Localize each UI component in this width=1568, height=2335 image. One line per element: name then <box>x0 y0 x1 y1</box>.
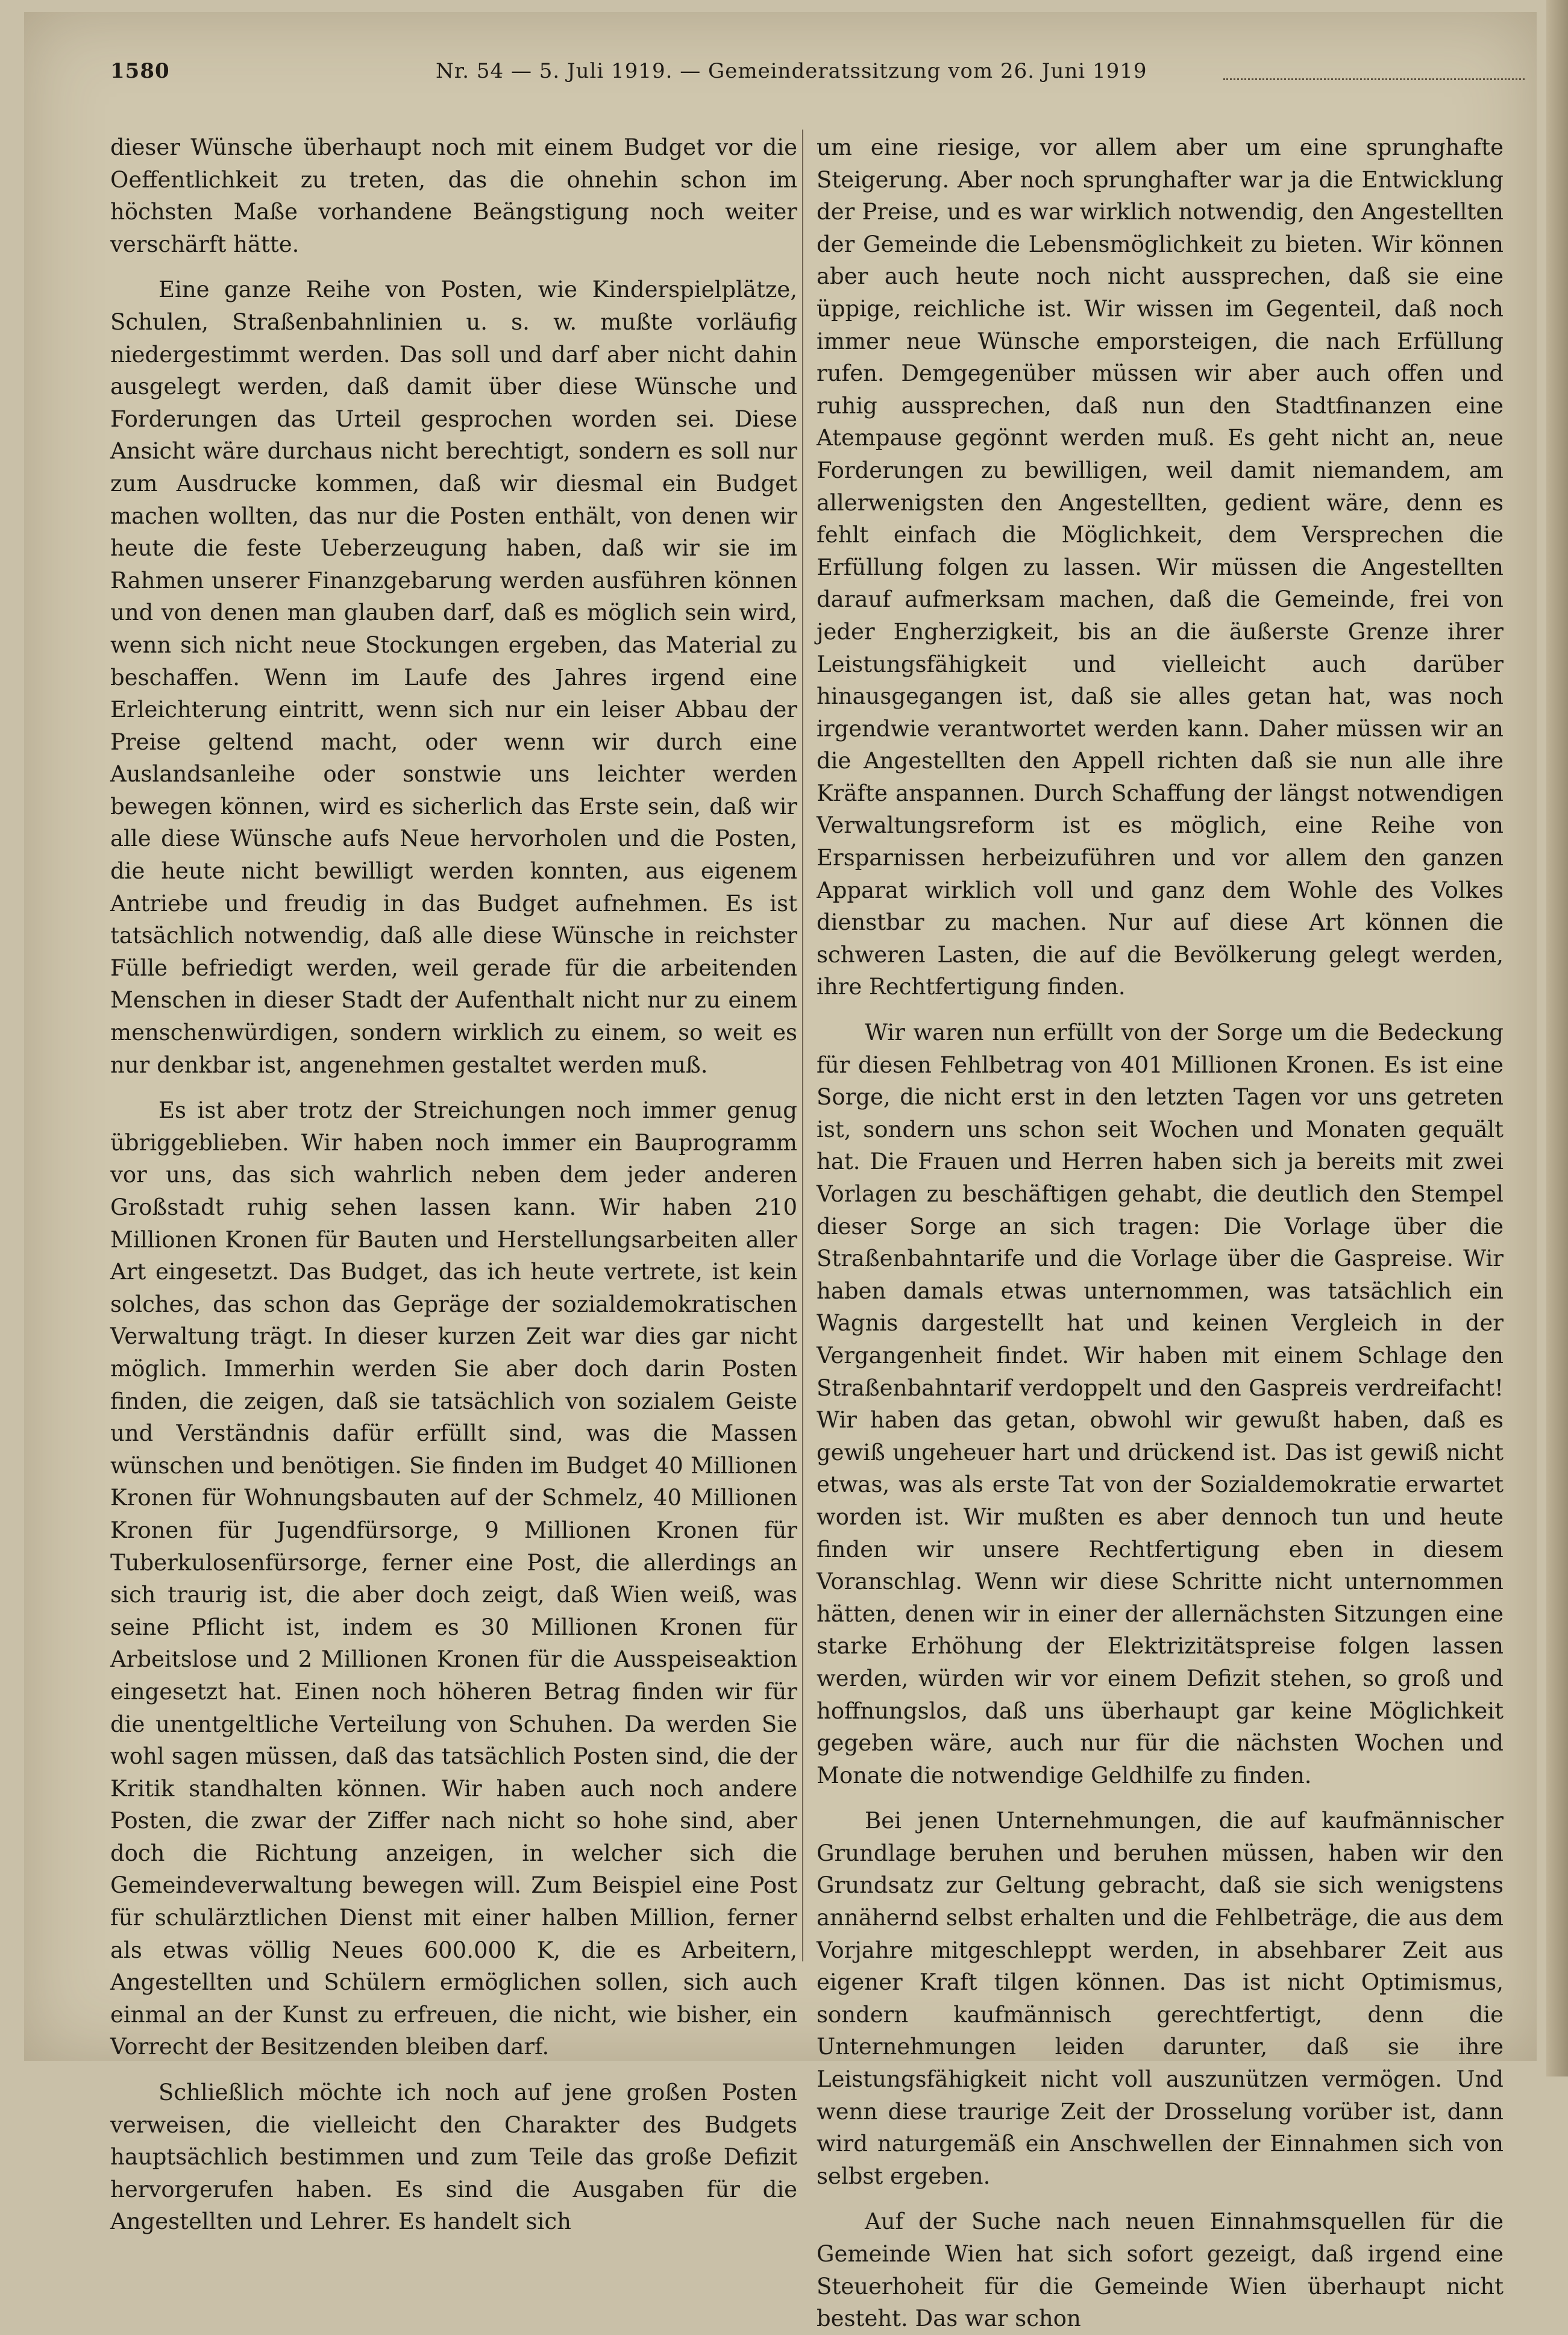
paragraph: Bei jenen Unternehmungen, die auf kaufmännischer Grundlage beruhen und beruhen müssen, haben wir den Grundsatz zur Geltung gebracht, daß sie sich wenigstens annähernd selbst erhalten und die Fehlbeträge, die aus dem Vorjahre mitgeschleppt werden, in absehbarer Zeit aus eigener Kraft tilgen können. Das ist nicht Optimismus, sondern kaufmännisch gerechtfertigt, denn die Unternehmungen leiden darunter, daß sie ihre Leistungsfähigkeit nicht voll auszunützen vermögen. Und wenn diese traurige Zeit der Drosselung vorüber ist, dann wird naturgemäß ein Anschwellen der Einnahmen sich von selbst ergeben. <box>817 1808 1504 2189</box>
running-header <box>110 59 1219 95</box>
paragraph: Schließlich möchte ich noch auf jene großen Posten verweisen, die vielleicht den Charakter des Budgets hauptsächlich bestimmen und zum Teile das große Defizit hervorgerufen haben. Es sind die Ausgaben für die Angestellten und Lehrer. Es handelt sich <box>110 2080 797 2235</box>
paragraph: Wir waren nun erfüllt von der Sorge um die Bedeckung für diesen Fehlbetrag von 401 Millionen Kronen. Es ist eine Sorge, die nicht erst in den letzten Tagen vor uns getreten ist, sondern uns schon seit Wochen und Monaten gequält hat. Die Frauen und Herren haben sich ja bereits mit zwei Vorlagen zu beschäftigen gehabt, die deutlich den Stempel dieser Sorge an sich tragen: Die Vorlage über die Straßenbahntarife und die Vorlage über die Gaspreise. Wir haben damals etwas unternommen, was tatsächlich ein Wagnis dargestellt hat und keinen Vergleich in der Vergangenheit findet. Wir haben mit einem Schlage den Straßenbahntarif verdoppelt und den Gaspreis verdreifacht! Wir haben das getan, obwohl wir gewußt haben, daß es gewiß ungeheuer hart und drückend ist. Das ist gewiß nicht etwas, was als erste Tat von der Sozialdemokratie erwartet worden ist. Wir mußten es aber dennoch tun und heute finden wir unsere Rechtfertigung eben in diesem Voranschlag. Wenn wir diese Schritte nicht unternommen hätten, denen wir in einer der allernächsten Sitzungen eine starke Erhöhung der Elektrizitätspreise folgen lassen werden, würden wir vor einem Defizit stehen, so groß und hoffnungslos, daß uns überhaupt gar keine Möglichkeit gegeben wäre, auch nur für die nächsten Wochen und Monate die notwendige Geldhilfe zu finden. <box>817 1020 1504 1788</box>
paragraph: dieser Wünsche überhaupt noch mit einem Budget vor die Oeffentlichkeit zu treten, das die ohnehin schon im höchsten Maße vorhandene Beängstigung noch weiter verschärft hätte. <box>110 134 797 257</box>
paragraph: Auf der Suche nach neuen Einnahmsquellen für die Gemeinde Wien hat sich sofort gezeigt, daß irgend eine Steuerhoheit für die Gemeinde Wien überhaupt nicht besteht. Das war schon <box>817 2208 1504 2332</box>
page-edge <box>1546 0 1568 2076</box>
header-title-line: Nr. 54 — 5. Juli 1919. — Gemeinderatssitzung vom 26. Juni 1919 <box>436 59 1147 83</box>
right-column <box>817 131 1504 2335</box>
paragraph: Es ist aber trotz der Streichungen noch immer genug übriggeblieben. Wir haben noch immer ein Bauprogramm vor uns, das sich wahrlich neben dem jeder anderen Großstadt ruhig sehen lassen kann. Wir haben 210 Millionen Kronen für Bauten und Herstellungsarbeiten aller Art eingesetzt. Das Budget, das ich heute vertrete, ist kein solches, das schon das Gepräge der sozialdemokratischen Verwaltung trägt. In dieser kurzen Zeit war dies gar nicht möglich. Immerhin werden Sie aber doch darin Posten finden, die zeigen, daß sie tatsächlich von sozialem Geiste und Verständnis dafür erfüllt sind, was die Massen wünschen und benötigen. Sie finden im Budget 40 Millionen Kronen für Wohnungsbauten auf der Schmelz, 40 Millionen Kronen für Jugendfürsorge, 9 Millionen Kronen für Tuberkulosenfürsorge, ferner eine Post, die allerdings an sich traurig ist, die aber doch zeigt, daß Wien weiß, was seine Pflicht ist, indem es 30 Millionen Kronen für Arbeitslose und 2 Millionen Kronen für die Ausspeiseaktion eingesetzt hat. Einen noch höheren Betrag finden wir für die unentgeltliche Verteilung von Schuhen. Da werden Sie wohl sagen müssen, daß das tatsächlich Posten sind, die der Kritik standhalten können. Wir haben auch noch andere Posten, die zwar der Ziffer nach nicht so hohe sind, aber doch die Richtung anzeigen, in welcher sich die Gemeindeverwaltung bewegen will. Zum Beispiel eine Post für schulärztlichen Dienst mit einer halben Million, ferner als etwas völlig Neues 600.000 K, die es Arbeitern, Angestellten und Schülern ermöglichen sollen, sich auch einmal an der Kunst zu erfreuen, die nicht, wie bisher, ein Vorrecht der Besitzenden bleiben darf. <box>110 1097 797 2060</box>
paragraph: Eine ganze Reihe von Posten, wie Kinderspielplätze, Schulen, Straßenbahnlinien u. s. w. mußte vorläufig niedergestimmt werden. Das soll und darf aber nicht dahin ausgelegt werden, daß damit über diese Wünsche und Forderungen das Urteil gesprochen worden sei. Diese Ansicht wäre durchaus nicht berechtigt, sondern es soll nur zum Ausdrucke kommen, daß wir diesmal ein Budget machen wollten, das nur die Posten enthält, von denen wir heute die feste Ueberzeugung haben, daß wir sie im Rahmen unserer Finanzgebarung werden ausführen können und von denen man glauben darf, daß es möglich sein wird, wenn sich nicht neue Stockungen ergeben, das Material zu beschaffen. Wenn im Laufe des Jahres irgend eine Erleichterung eintritt, wenn sich nur ein leiser Abbau der Preise geltend macht, oder wenn wir durch eine Auslandsanleihe oder sonstwie uns leichter werden bewegen können, wird es sicherlich das Erste sein, daß wir alle diese Wünsche aufs Neue hervorholen und die Posten, die heute nicht bewilligt werden konnten, aus eigenem Antriebe und freudig in das Budget aufnehmen. Es ist tatsächlich notwendig, daß alle diese Wünsche in reichster Fülle befriedigt werden, weil gerade für die arbeitenden Menschen in dieser Stadt der Aufenthalt nicht nur zu einem menschenwürdigen, sondern wirklich zu einem, so weit es nur denkbar ist, angenehmen gestaltet werden muß. <box>110 277 797 1078</box>
column-divider <box>802 130 803 1961</box>
page-number: 1580 <box>110 59 170 83</box>
paragraph: um eine riesige, vor allem aber um eine sprunghafte Steigerung. Aber noch sprunghafter war ja die Entwicklung der Preise, und es war wirklich notwendig, den Angestellten der Gemeinde die Lebensmöglichkeit zu bieten. Wir können aber auch heute noch nicht aussprechen, daß sie eine üppige, reichliche ist. Wir wissen im Gegenteil, daß noch immer neue Wünsche emporsteigen, die nach Erfüllung rufen. Demgegenüber müssen wir aber auch offen und ruhig aussprechen, daß nun den Stadtfinanzen eine Atempause gegönnt werden muß. Es geht nicht an, neue Forderungen zu bewilligen, weil damit niemandem, am allerwenigsten den Angestellten, gedient wäre, denn es fehlt einfach die Möglichkeit, dem Versprechen die Erfüllung folgen zu lassen. Wir müssen die Angestellten darauf aufmerksam machen, daß die Gemeinde, frei von jeder Engherzigkeit, bis an die äußerste Grenze ihrer Leistungsfähigkeit und vielleicht auch darüber hinausgegangen ist, daß sie alles getan hat, was noch irgendwie verantwortet werden kann. Daher müssen wir an die Angestellten den Appell richten daß sie nun alle ihre Kräfte anspannen. Durch Schaffung der längst notwendigen Verwaltungsreform ist es möglich, eine Reihe von Ersparnissen herbeizuführen und vor allem den ganzen Apparat wirklich voll und ganz dem Wohle des Volkes dienstbar zu machen. Nur auf diese Art können die schweren Lasten, die auf die Bevölkerung gelegt werden, ihre Rechtfertigung finden. <box>817 134 1504 1000</box>
left-column <box>110 131 797 2238</box>
header-ornament-rule <box>1223 78 1525 80</box>
